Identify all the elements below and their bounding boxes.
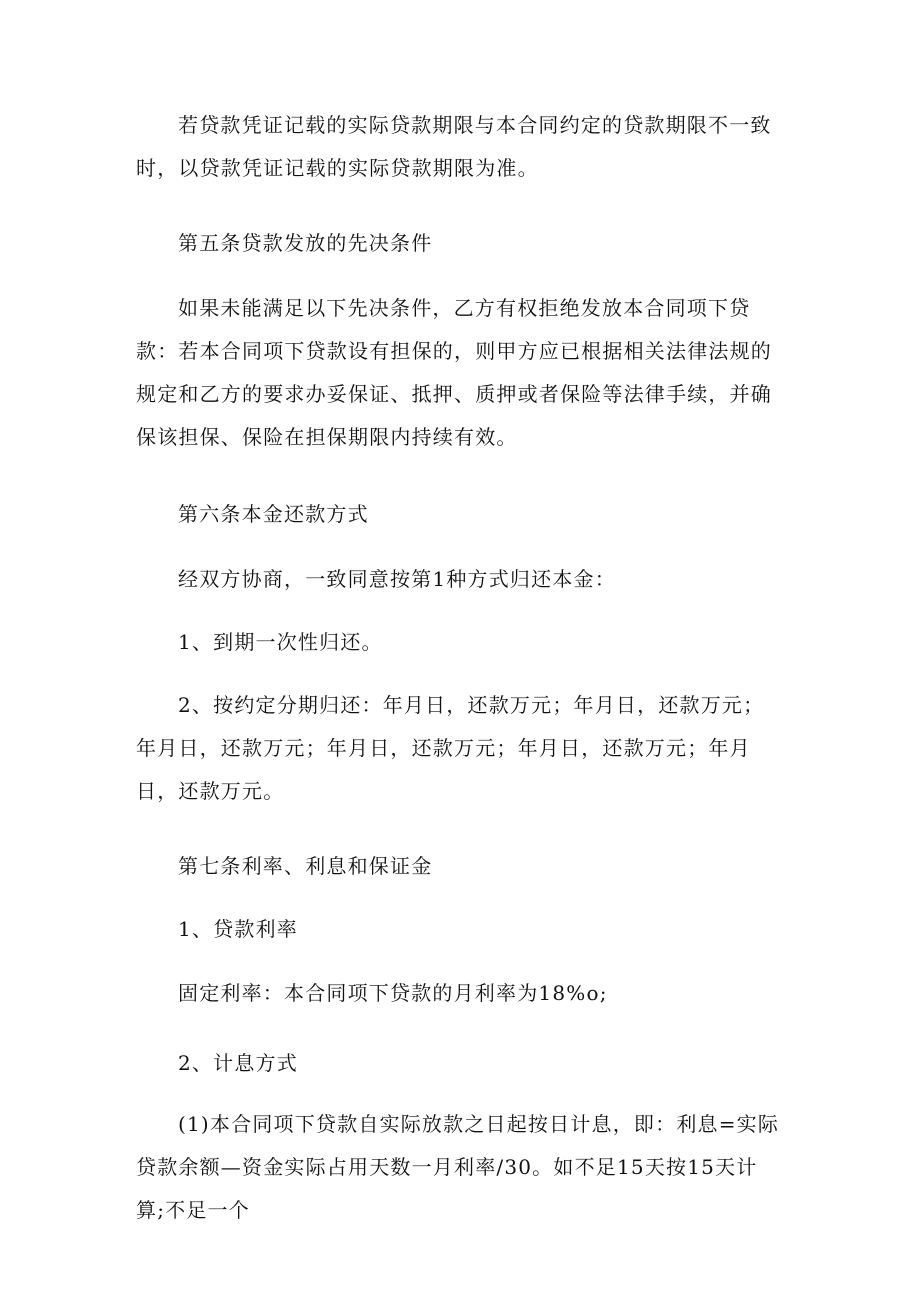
paragraph-loan-term: 若贷款凭证记载的实际贷款期限与本合同约定的贷款期限不一致时，以贷款凭证记载的实际贷款期限为准。 <box>136 113 772 180</box>
article-5-heading: 第五条贷款发放的先决条件 <box>178 231 433 255</box>
article-7-heading: 第七条利率、利息和保证金 <box>178 854 433 878</box>
subheading-interest-method: 2、计息方式 <box>178 1051 298 1075</box>
repayment-option-2: 2、按约定分期归还：年月日，还款万元；年月日，还款万元；年月日，还款万元；年月日，还款万元；年月日，还款万元；年月日，还款万元。 <box>136 693 765 803</box>
article-6-heading: 第六条本金还款方式 <box>178 502 369 526</box>
paragraph-repayment-agreement: 经双方协商，一致同意按第1种方式归还本金： <box>178 567 616 591</box>
subheading-loan-rate: 1、贷款利率 <box>178 917 298 941</box>
paragraph-preconditions: 如果未能满足以下先决条件，乙方有权拒绝发放本合同项下贷款：若本合同项下贷款设有担保的，则甲方应已根据相关法律法规的规定和乙方的要求办妥保证、抵押、质押或者保险等法律手续，并确保该担保、保险在担保期限内持续有效。 <box>136 296 772 449</box>
paragraph-fixed-rate: 固定利率：本合同项下贷款的月利率为18%o; <box>178 981 608 1005</box>
repayment-option-1: 1、到期一次性归还。 <box>178 630 383 654</box>
paragraph-interest-calculation: (1)本合同项下贷款自实际放款之日起按日计息，即：利息=实际贷款余额—资金实际占用天数一月利率/30。如不足15天按15天计算;不足一个 <box>136 1112 780 1222</box>
